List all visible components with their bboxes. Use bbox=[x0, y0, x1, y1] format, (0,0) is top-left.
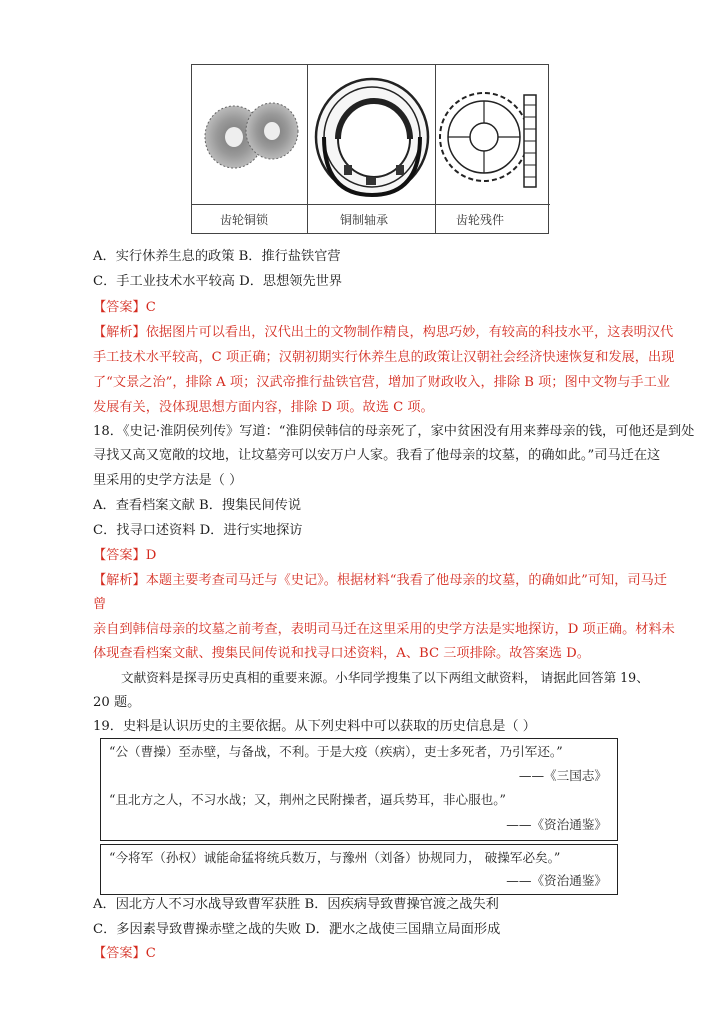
q18-answer: 【答案】D bbox=[93, 548, 157, 563]
q19-options-row1: A．因北方人不习水战导致曹军获胜 B．因疾病导致曹操官渡之战失利 bbox=[93, 897, 499, 912]
source-quote: “且北方之人，不习水战；又，荆州之民附操者，逼兵势耳，非心服也。” bbox=[109, 792, 506, 807]
source-citation: ——《三国志》 bbox=[518, 768, 607, 783]
q17-answer: 【答案】C bbox=[93, 300, 156, 315]
q17-options-row1: A．实行休养生息的政策 B．推行盐铁官营 bbox=[93, 249, 341, 264]
artifact-figure bbox=[191, 64, 549, 234]
source-quote: “今将军（孙权）诚能命猛将统兵数万，与豫州（刘备）协规同力， 破操军必矣。” bbox=[109, 850, 561, 865]
q17-options-row2: C．手工业技术水平较高 D．思想领先世界 bbox=[93, 274, 343, 289]
source-citation: ——《资治通鉴》 bbox=[506, 873, 607, 888]
figure-caption: 铜制轴承 bbox=[308, 204, 435, 234]
figure-caption: 齿轮铜锁 bbox=[192, 204, 307, 234]
gear-lock-image bbox=[192, 65, 307, 204]
source-box-2 bbox=[100, 844, 618, 895]
q19-options-row2: C．多因素导致曹操赤壁之战的失败 D．淝水之战使三国鼎立局面形成 bbox=[93, 922, 501, 937]
q18-analysis-line: 曾 bbox=[93, 597, 107, 612]
source-box-1 bbox=[100, 738, 618, 841]
q18-analysis-line: 【解析】本题主要考查司马迁与《史记》。根据材料“我看了他母亲的坟墓，的确如此”可知，司马迁 bbox=[93, 573, 667, 588]
q17-analysis-line: 发展有关，没体现思想方面内容，排除 D 项。故选 C 项。 bbox=[93, 400, 434, 415]
q19-answer: 【答案】C bbox=[93, 946, 156, 961]
q18-stem-line: 寻找又高又宽敞的坟地，让坟墓旁可以安万户人家。我看了他母亲的坟墓，的确如此。”司马迁在这 bbox=[93, 448, 661, 463]
gear-fragment-image bbox=[436, 65, 550, 204]
q17-analysis-line: 【解析】依据图片可以看出，汉代出土的文物制作精良，构思巧妙，有较高的科技水平，这表明汉代 bbox=[93, 325, 674, 340]
q18-stem-line: 18．《史记·淮阴侯列传》写道：“淮阴侯韩信的母亲死了，家中贫困没有用来葬母亲的钱，可他还是到处 bbox=[93, 424, 695, 439]
q18-analysis-line: 亲自到韩信母亲的坟墓之前考查，表明司马迁在这里采用的史学方法是实地探访，D 项正确。材料未 bbox=[93, 622, 675, 637]
q18-options-row2: C．找寻口述资料 D．进行实地探访 bbox=[93, 523, 303, 538]
q17-analysis-line: 了“文景之治”，排除 A 项；汉武帝推行盐铁官营，增加了财政收入，排除 B 项；图中文物与手工业 bbox=[93, 375, 670, 390]
q18-analysis-line: 体现查看档案文献、搜集民间传说和找寻口述资料，A、BC 三项排除。故答案选 D。 bbox=[93, 646, 590, 661]
source-citation: ——《资治通鉴》 bbox=[506, 817, 607, 832]
figure-caption: 齿轮残件 bbox=[436, 204, 550, 234]
q17-analysis-line: 手工技术水平较高，C 项正确；汉朝初期实行休养生息的政策让汉朝社会经济快速恢复和发展，出现 bbox=[93, 350, 675, 365]
bronze-bearing-image bbox=[308, 65, 435, 204]
q18-options-row1: A．查看档案文献 B．搜集民间传说 bbox=[93, 498, 302, 513]
q19-stem: 19．史料是认识历史的主要依据。从下列史料中可以获取的历史信息是（ ） bbox=[93, 719, 536, 734]
source-quote: “公（曹操）至赤壁，与备战，不利。于是大疫（疾病），吏士多死者，乃引军还。” bbox=[109, 744, 563, 759]
q18-stem-line: 里采用的史学方法是（ ） bbox=[93, 473, 243, 488]
intro-line: 20 题。 bbox=[93, 695, 141, 710]
intro-line: 文献资料是探寻历史真相的重要来源。小华同学搜集了以下两组文献资料， 请据此回答第 19、 bbox=[121, 670, 649, 685]
